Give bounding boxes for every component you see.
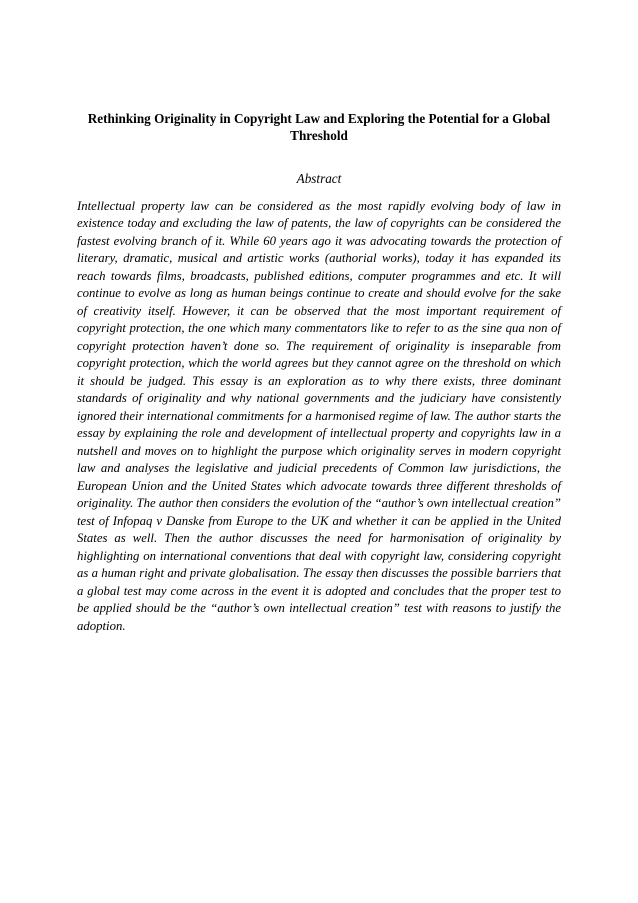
abstract-body: Intellectual property law can be considered as the most rapidly evolving body of law in existence today and excluding the law of patents, the law of copyrights can be considered the fastest evolving branch of it. While 60 years ago it was advocating towards the protection of literary, dramatic, musical and artistic works (authorial works), today it has expanded its reach towards films, broadcasts, published editions, computer programmes and etc. It will continue to evolve as long as human beings continue to create and should evolve for the sake of creativity itself. However, it can be observed that the most important requirement of copyright protection, the one which many commentators like to refer to as the sine qua non of copyright protection haven’t done so. The requirement of originality is inseparable from copyright protection, which the world agrees but they cannot agree on the threshold on which it should be judged. This essay is an exploration as to why there exists, three dominant standards of originality and why national governments and the judiciary have consistently ignored their international commitments for a harmonised regime of law. The author starts the essay by explaining the role and development of intellectual property and copyrights law in a nutshell and moves on to highlight the purpose which originality serves in modern copyright law and analyses the legislative and judicial precedents of Common law jurisdictions, the European Union and the United States which advocate towards three different thresholds of originality. The author then considers the evolution of the “author’s own intellectual creation” test of Infopaq v Danske from Europe to the UK and whether it can be applied in the United States as well. Then the author discusses the need for harmonisation of originality by highlighting on international conventions that deal with copyright law, considering copyright as a human right and private globalisation. The essay then discusses the possible barriers that a global test may come across in the event it is adopted and concludes that the proper test to be applied should be the “author’s own intellectual creation” test with reasons to justify the adoption.: [77, 198, 561, 633]
paper-title: Rethinking Originality in Copyright Law and Exploring the Potential for a Global Threshold: [87, 111, 551, 143]
abstract-heading: Abstract: [296, 171, 342, 186]
